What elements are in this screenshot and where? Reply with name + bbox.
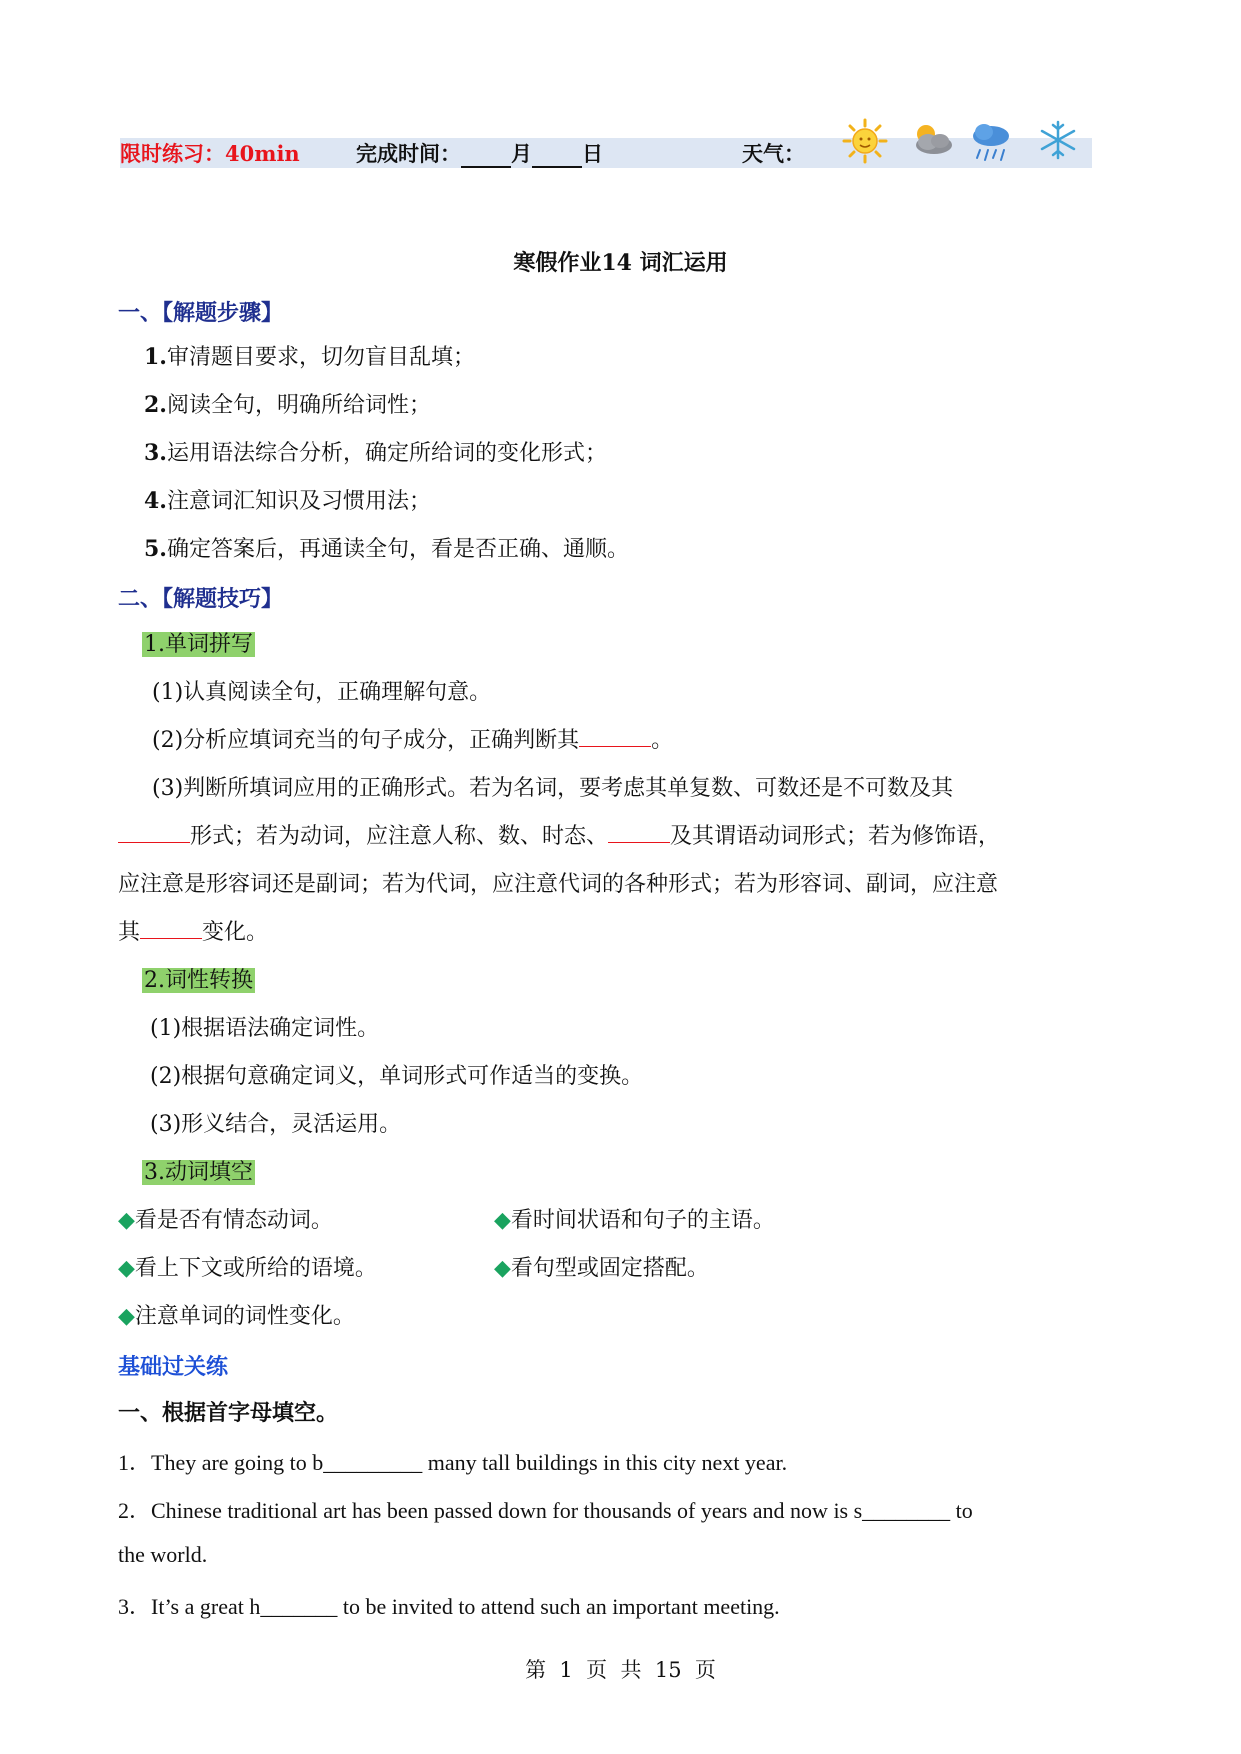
month-label: 月: [511, 141, 532, 166]
spelling-line-6: 其 变化。: [118, 920, 269, 945]
sun-icon: [842, 118, 888, 164]
section-steps-heading: 一、【解题步骤】: [118, 300, 284, 326]
blank-red: [608, 824, 670, 843]
step-4: 4.注意词汇知识及习惯用法；: [144, 488, 431, 514]
verb-tip-4: ◆看句型或固定搭配。: [494, 1256, 709, 1281]
step-2: 2.阅读全句，明确所给词性；: [144, 392, 431, 418]
wordform-line-1: (1)根据语法确定词性。: [150, 1016, 380, 1041]
blank-red: [118, 824, 190, 843]
spelling-line-3: (3)判断所填词应用的正确形式。若为名词，要考虑其单复数、可数还是不可数及其: [152, 776, 954, 801]
sub-wordform-label: 2.词性转换: [144, 968, 253, 993]
verb-tip-3: ◆看上下文或所给的语境。: [118, 1256, 377, 1281]
day-blank: [532, 144, 582, 168]
cloudy-sun-icon: [906, 120, 956, 160]
month-blank: [461, 144, 511, 168]
timed-practice-label: 限时练习：40min: [120, 141, 300, 166]
sub-spelling-label: 1.单词拼写: [144, 632, 253, 657]
wordform-line-3: (3)形义结合，灵活运用。: [150, 1112, 402, 1137]
practice-part-title: 一、根据首字母填空。: [118, 1400, 339, 1426]
blank-red: [140, 920, 202, 939]
question-1: 1．They are going to b_________ many tall buildings in this city next year.: [118, 1450, 788, 1475]
rain-icon: [968, 120, 1014, 164]
verb-tip-2: ◆看时间状语和句子的主语。: [494, 1208, 775, 1233]
spelling-line-2: (2)分析应填词充当的句子成分，正确判断其 。: [152, 728, 674, 753]
finish-time-label: [356, 140, 603, 168]
finish-label-text: 完成时间：: [356, 141, 461, 166]
question-2-cont: the world.: [118, 1542, 208, 1567]
section-tips-heading: 二、【解题技巧】: [118, 586, 284, 612]
spelling-line-5: 应注意是形容词还是副词；若为代词，应注意代词的各种形式；若为形容词、副词，应注意: [118, 872, 999, 897]
step-3: 3.运用语法综合分析，确定所给词的变化形式；: [144, 440, 607, 466]
page-footer: 第 1 页 共 15 页: [525, 1658, 716, 1682]
step-5: 5.确定答案后，再通读全句，看是否正确、通顺。: [144, 536, 629, 562]
snowflake-icon: [1036, 118, 1080, 162]
verb-tip-1: ◆看是否有情态动词。: [118, 1208, 333, 1233]
step-1: 1.审清题目要求，切勿盲目乱填；: [144, 344, 475, 370]
question-2: 2．Chinese traditional art has been passed down for thousands of years and now is s________ to: [118, 1498, 973, 1523]
weather-label: 天气：: [742, 141, 805, 166]
spelling-line-4: 形式；若为动词，应注意人称、数、时态、 及其谓语动词形式；若为修饰语，: [118, 822, 1000, 852]
page-title: 寒假作业14 词汇运用: [513, 250, 728, 276]
verb-tip-5: ◆注意单词的词性变化。: [118, 1304, 355, 1329]
wordform-line-2: (2)根据句意确定词义，单词形式可作适当的变换。: [150, 1064, 644, 1089]
question-3: 3．It’s a great h_______ to be invited to attend such an important meeting.: [118, 1594, 780, 1619]
day-label: 日: [582, 141, 603, 166]
practice-heading: 基础过关练: [118, 1354, 229, 1380]
spelling-line-1: (1)认真阅读全句，正确理解句意。: [152, 680, 492, 705]
sub-verb-label: 3.动词填空: [144, 1160, 253, 1185]
blank-red: [579, 728, 651, 747]
